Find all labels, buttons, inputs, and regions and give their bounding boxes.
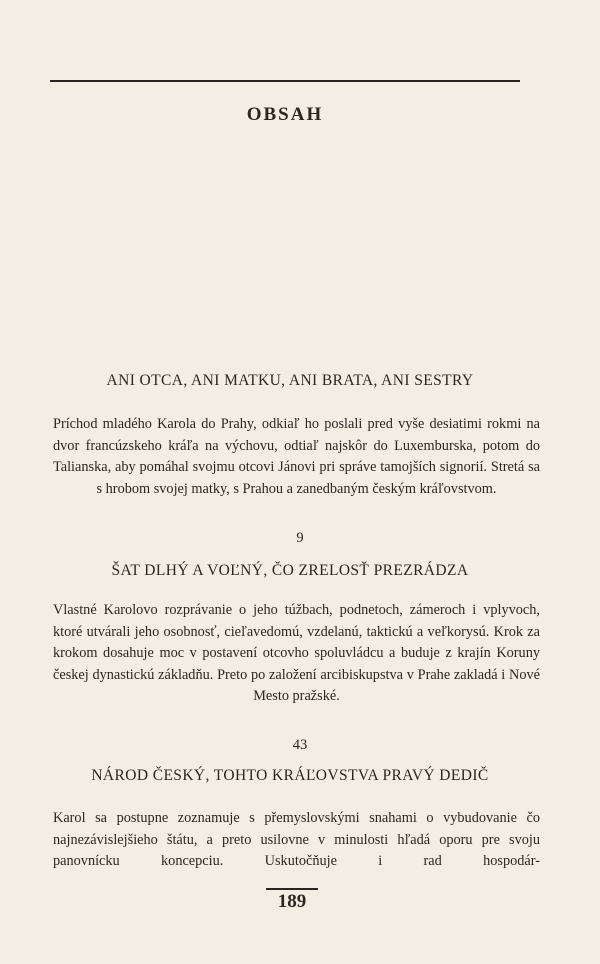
top-rule	[50, 80, 520, 82]
section-summary: Príchod mladého Karola do Prahy, odkiaľ ho poslali pred vyše desiatimi rokmi na dvor francúzskeho kráľa na výchovu, odtiaľ najskôr do Luxemburska, potom do Talianska, aby pomáhal svojmu otcovi Jánovi pri správe tamojších signorií. Stretá sa s hrobom svojej matky, s Prahou a zanedbaným českým kráľovstvom.	[53, 416, 540, 497]
section-title: ANI OTCA, ANI MATKU, ANI BRATA, ANI SESTRY	[106, 372, 474, 389]
section-page-number: 9	[296, 530, 304, 546]
section-title: NÁROD ČESKÝ, TOHTO KRÁĽOVSTVA PRAVÝ DEDIČ	[91, 767, 489, 784]
section-page-number: 43	[292, 737, 308, 753]
section-summary: Vlastné Karolovo rozprávanie o jeho túžbach, podnetoch, zámeroch i vplyvoch, ktoré utvárali jeho osobnosť, cieľavedomú, vzdelanú, taktickú a veľkorysú. Krok za krokom dosahuje moc v postavení otcovho spoluvládcu a buduje z krajín Koruny českej dynastickú základňu. Preto po založení arcibiskupstva v Prahe zakladá i Nové Mesto pražské.	[53, 602, 540, 704]
page-folio: 189	[277, 891, 307, 912]
section-summary: Karol sa postupne zoznamuje s přemyslovskými snahami o vybudovanie čo najnezávislejšieho štátu, a preto usilovne v minulosti hľadá oporu pre svoju panovnícku koncepciu. Uskutočňuje i rad hospodár-	[53, 810, 540, 869]
section-title: ŠAT DLHÝ A VOĽNÝ, ČO ZRELOSŤ PREZRÁDZA	[111, 562, 469, 579]
page-title: OBSAH	[246, 104, 324, 125]
folio-rule	[266, 888, 318, 890]
